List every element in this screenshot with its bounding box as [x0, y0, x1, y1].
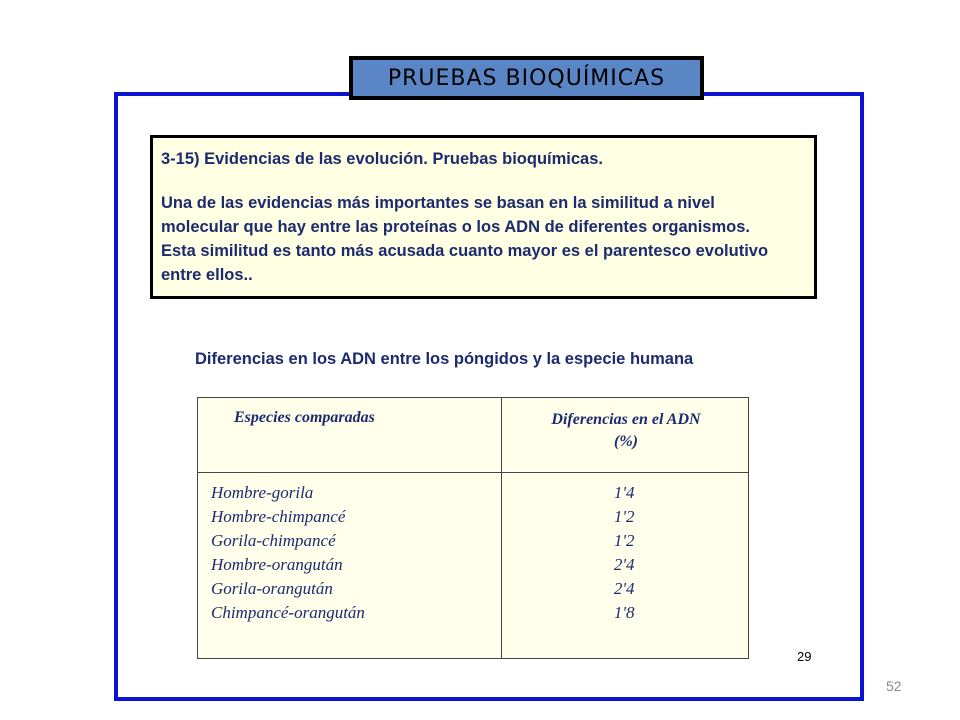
value-cell: 1'8	[613, 603, 635, 622]
info-body-line: molecular que hay entre las proteínas o los ADN de diferentes organismos.	[161, 218, 750, 236]
table-row	[198, 577, 748, 601]
info-body-line: Esta similitud es tanto más acusada cuanto mayor es el parentesco evolutivo	[161, 242, 769, 260]
value-cell: 1'2	[613, 531, 635, 550]
table-row	[198, 553, 748, 577]
header-differences-line2: (%)	[614, 433, 638, 450]
value-cell: 2'4	[613, 579, 635, 598]
info-body-line: entre ellos..	[161, 266, 253, 284]
header-differences-line1: Diferencias en el ADN	[551, 411, 701, 428]
value-cell: 1'4	[613, 483, 635, 502]
species-cell: Gorila-orangután	[211, 579, 333, 598]
table-row	[198, 481, 748, 505]
header-differences	[502, 409, 750, 453]
header-species: Especies comparadas	[234, 409, 375, 426]
value-cell: 1'2	[613, 507, 635, 526]
header-divider	[198, 472, 748, 473]
dna-differences-table	[197, 397, 749, 659]
table-row	[198, 505, 748, 529]
value-cell: 2'4	[613, 555, 635, 574]
table-row	[198, 529, 748, 553]
species-cell: Chimpancé-orangután	[211, 603, 365, 622]
inner-page-number: 29	[797, 649, 812, 664]
table-body	[198, 481, 748, 625]
species-cell: Hombre-orangután	[211, 555, 343, 574]
slide-number: 52	[886, 678, 902, 694]
table-row	[198, 601, 748, 625]
species-cell: Hombre-chimpancé	[211, 507, 346, 526]
info-body-line: Una de las evidencias más importantes se basan en la similitud a nivel	[161, 194, 715, 212]
info-heading: 3-15) Evidencias de las evolución. Pruebas bioquímicas.	[161, 150, 603, 168]
species-cell: Hombre-gorila	[211, 483, 314, 502]
info-box	[150, 135, 817, 299]
table-title: Diferencias en los ADN entre los póngidos y la especie humana	[195, 350, 694, 368]
slide-title: PRUEBAS BIOQUÍMICAS	[349, 56, 704, 100]
species-cell: Gorila-chimpancé	[211, 531, 336, 550]
